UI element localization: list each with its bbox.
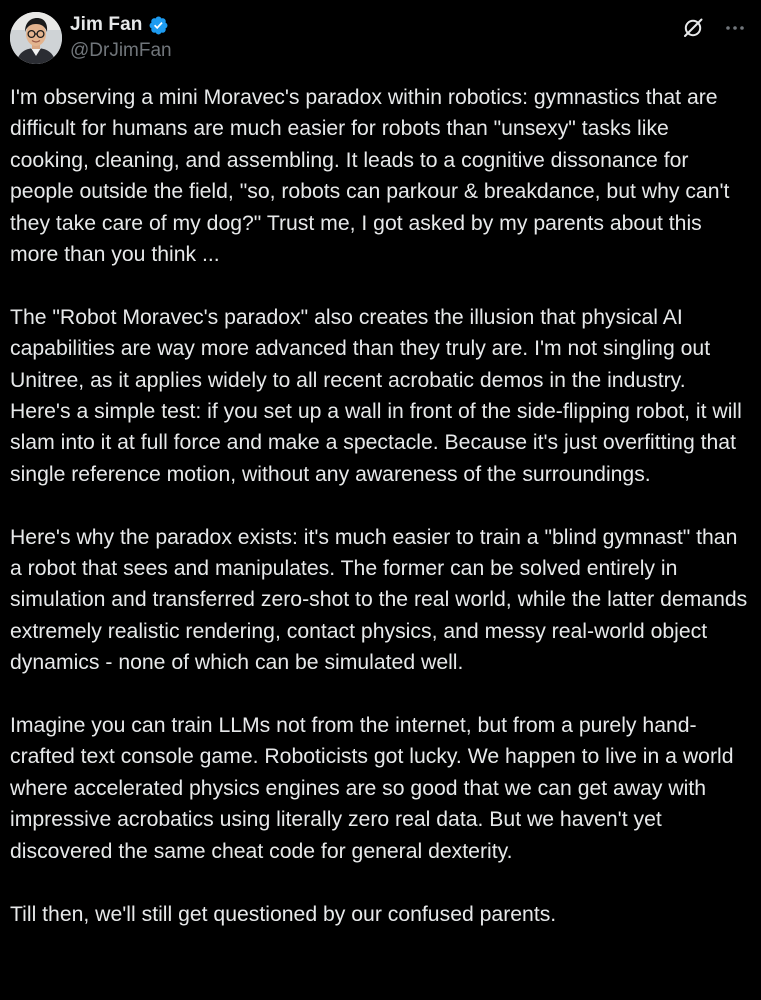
tweet-paragraph: Till then, we'll still get questioned by our confused parents. [10, 902, 557, 926]
tweet-paragraph: The "Robot Moravec's paradox" also creates the illusion that physical AI capabilities are way more advanced than they truly are. I'm not singling out Unitree, as it applies widely to all recent acrobatic demos in the industry. Here's a simple test: if you set up a wall in front of the side-flipping robot, it will slam into it at full force and make a spectacle. Because it's just overfitting that single reference motion, without any awareness of the surroundings. [10, 305, 742, 486]
grok-icon[interactable] [681, 16, 705, 40]
display-name-row [70, 12, 172, 38]
tweet-paragraph: Imagine you can train LLMs not from the internet, but from a purely hand-crafted text console game. Roboticists got lucky. We happen to live in a world where accelerated physics engines are so good that we can get away with impressive acrobatics using literally zero real data. But we haven't yet discovered the same cheat code for general dexterity. [10, 714, 734, 863]
more-icon[interactable] [723, 16, 747, 40]
tweet-paragraph: I'm observing a mini Moravec's paradox within robotics: gymnastics that are difficult for humans are much easier for robots than "unsexy" tasks like cooking, cleaning, and assembling. It leads to a cognitive dissonance for people outside the field, "so, robots can parkour & breakdance, but why can't they take care of my dog?" Trust me, I got asked by my parents about this more than you think ... [10, 86, 730, 267]
tweet-paragraph: Here's why the paradox exists: it's much easier to train a "blind gymnast" than a robot that sees and manipulates. The former can be solved entirely in simulation and transferred zero-shot to the real world, while the latter demands extremely realistic rendering, contact physics, and messy real-world object dynamics - none of which can be simulated well. [10, 525, 748, 675]
tweet-header [10, 12, 747, 66]
avatar[interactable] [10, 12, 62, 64]
avatar-image [10, 12, 62, 64]
display-name[interactable]: Jim Fan [70, 14, 143, 35]
verified-badge-icon[interactable] [148, 15, 169, 36]
author-names [70, 12, 172, 64]
handle[interactable]: @DrJimFan [70, 40, 172, 61]
header-actions [681, 16, 747, 40]
tweet-text [10, 82, 750, 930]
